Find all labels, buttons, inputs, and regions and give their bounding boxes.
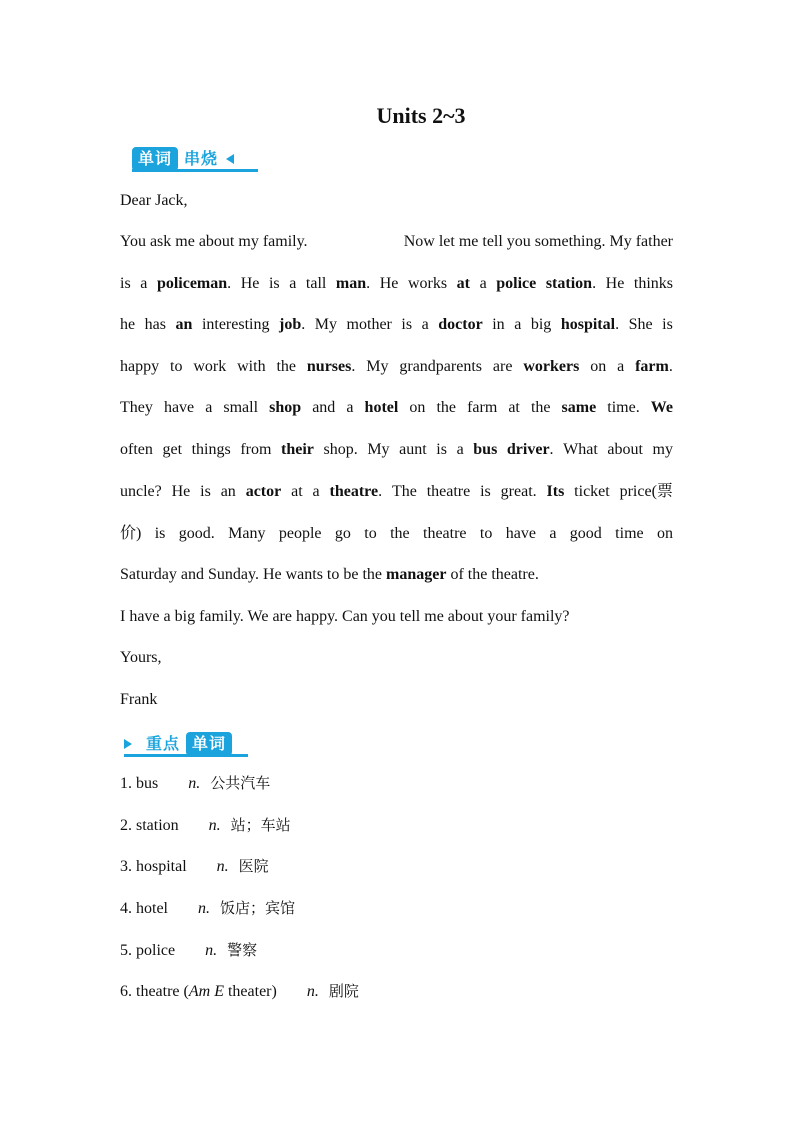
letter-line-1-b: Now let me tell you something. My father — [403, 233, 673, 250]
word: a — [479, 275, 487, 292]
word: uncle? — [120, 483, 162, 500]
word: a — [205, 399, 213, 416]
word: is — [436, 441, 447, 458]
word: at — [508, 399, 520, 416]
page-title: Units 2~3 — [376, 103, 466, 128]
vocab-item — [120, 939, 257, 961]
word: at — [291, 483, 303, 500]
word: have — [505, 525, 536, 542]
word: 价) — [120, 525, 142, 542]
word: things — [191, 441, 231, 458]
word: are — [492, 358, 513, 375]
vocab-pos: n. — [208, 817, 221, 834]
word: Its — [546, 483, 565, 500]
word: He — [605, 275, 625, 292]
letter-line-3 — [120, 314, 673, 336]
word: get — [162, 441, 183, 458]
vocab-num: 4. — [120, 900, 132, 917]
letter-line-4 — [120, 356, 673, 378]
word: shop — [269, 399, 302, 416]
word: shop. — [323, 441, 358, 458]
vocab-pos: n. — [216, 858, 229, 875]
word: in — [492, 316, 505, 333]
vocab-note-open: ( — [183, 983, 189, 1000]
word: on — [409, 399, 426, 416]
word: bus — [473, 441, 498, 458]
word: is — [268, 275, 280, 292]
word: with — [237, 358, 266, 375]
vocab-item — [120, 814, 291, 836]
vocab-num: 6. — [120, 983, 132, 1000]
vocab-item — [120, 772, 270, 794]
banner-label-part2: 串烧 — [184, 149, 219, 168]
word: police — [496, 275, 537, 292]
word: is — [480, 483, 491, 500]
vocab-num: 2. — [120, 817, 132, 834]
letter-line-1-a: You ask me about my family. — [120, 233, 308, 250]
word: job. — [279, 316, 306, 333]
word: a — [289, 275, 297, 292]
word: price(票 — [619, 483, 673, 500]
word: What — [563, 441, 598, 458]
word: big — [530, 316, 552, 333]
letter-closing: Yours, — [120, 649, 162, 666]
vocab-word: hospital — [136, 858, 187, 875]
word: a — [617, 358, 625, 375]
vocab-zh: 剧院 — [328, 982, 359, 1000]
vocab-item — [120, 980, 359, 1002]
letter-greeting: Dear Jack, — [120, 192, 188, 209]
word: from — [240, 441, 272, 458]
word: My — [366, 358, 389, 375]
word: has — [144, 316, 166, 333]
word: is — [401, 316, 413, 333]
word: a — [312, 483, 320, 500]
letter-line-8 — [120, 523, 673, 545]
word: tall — [305, 275, 327, 292]
word: my — [652, 441, 673, 458]
vocab-word: theatre — [136, 983, 180, 1000]
word: farm. — [635, 358, 673, 375]
vocab-item — [120, 897, 295, 919]
letter-line-9: Saturday and Sunday. He wants to be the manager of the theatre. — [120, 566, 539, 583]
word: is — [200, 483, 211, 500]
vocab-note-ame: Am E — [188, 983, 224, 1000]
vocab-zh: 站；车站 — [230, 816, 291, 834]
word: He — [171, 483, 191, 500]
vocab-num: 1. — [120, 775, 132, 792]
word: time — [615, 525, 644, 542]
letter-signature: Frank — [120, 691, 158, 708]
word: Many — [228, 525, 266, 542]
vocab-word: hotel — [136, 900, 168, 917]
vocab-zh: 公共汽车 — [210, 774, 271, 792]
word: a — [421, 316, 429, 333]
word: a — [549, 525, 557, 542]
word: the — [276, 358, 297, 375]
vocab-zh: 饭店；宾馆 — [220, 899, 296, 917]
word: The — [391, 483, 417, 500]
word: theatre — [426, 483, 471, 500]
word: policeman. — [156, 275, 232, 292]
word: He — [240, 275, 260, 292]
letter-line-10: I have a big family. We are happy. Can you tell me about your family? — [120, 608, 570, 625]
vocab-word: station — [136, 817, 179, 834]
word: hotel — [364, 399, 399, 416]
word: the — [530, 399, 551, 416]
vocab-pos: n. — [188, 775, 201, 792]
banner-label-part1: 单词 — [132, 147, 178, 171]
word: same — [561, 399, 597, 416]
word: hospital. — [560, 316, 620, 333]
word: to — [364, 525, 377, 542]
word: on — [656, 525, 673, 542]
vocab-item — [120, 855, 269, 877]
word: actor — [245, 483, 282, 500]
word: She — [628, 316, 653, 333]
word: a — [456, 441, 464, 458]
word: their — [281, 441, 314, 458]
word: have — [163, 399, 195, 416]
word: an — [175, 316, 193, 333]
vocab-note-word: theater) — [223, 983, 277, 1000]
banner2-label-part2: 单词 — [186, 732, 232, 756]
word: theatre. — [329, 483, 383, 500]
word: on — [590, 358, 607, 375]
word: to — [170, 358, 183, 375]
word: good — [569, 525, 602, 542]
word: the — [390, 525, 410, 542]
word: is — [154, 525, 166, 542]
word: grandparents — [399, 358, 483, 375]
word: station. — [545, 275, 597, 292]
vocab-word: bus — [136, 775, 159, 792]
word: about — [607, 441, 643, 458]
word: to — [479, 525, 493, 542]
word: nurses. — [306, 358, 356, 375]
word: great. — [500, 483, 537, 500]
word: small — [223, 399, 259, 416]
word: happy — [120, 358, 160, 375]
word: We — [650, 399, 673, 416]
letter-line-2 — [120, 273, 673, 295]
word: is — [662, 316, 673, 333]
word: My — [314, 316, 338, 333]
word: theatre — [423, 525, 467, 542]
word: is — [120, 275, 131, 292]
letter-line-6 — [120, 439, 673, 461]
triangle-left-icon — [226, 154, 234, 164]
word: he — [120, 316, 136, 333]
word: man. — [335, 275, 371, 292]
word: works — [407, 275, 448, 292]
word: a — [140, 275, 148, 292]
vocab-pos: n. — [205, 942, 218, 959]
word: interesting — [201, 316, 270, 333]
word: go — [334, 525, 351, 542]
vocab-pos: n. — [198, 900, 210, 917]
vocab-zh: 警察 — [227, 941, 258, 959]
word: time. — [607, 399, 640, 416]
vocab-zh: 医院 — [238, 857, 269, 875]
word: aunt — [399, 441, 427, 458]
word: mother — [346, 316, 392, 333]
triangle-right-icon — [124, 739, 132, 749]
letter-line-1 — [120, 231, 673, 253]
word: the — [436, 399, 456, 416]
vocab-num: 5. — [120, 942, 132, 959]
word: often — [120, 441, 153, 458]
word: ticket — [574, 483, 610, 500]
word: a — [514, 316, 522, 333]
letter-line-5 — [120, 397, 673, 419]
banner2-label-part1: 重点 — [146, 734, 181, 753]
letter-line-7 — [120, 481, 673, 503]
word: a — [346, 399, 354, 416]
word: My — [367, 441, 390, 458]
word: doctor — [438, 316, 483, 333]
vocab-num: 3. — [120, 858, 132, 875]
word: driver. — [506, 441, 554, 458]
word: farm — [467, 399, 498, 416]
vocab-word: police — [136, 942, 176, 959]
word: He — [379, 275, 399, 292]
word: They — [120, 399, 153, 416]
banner2-underline — [124, 754, 248, 757]
word: thinks — [633, 275, 673, 292]
word: work — [193, 358, 227, 375]
word: an — [220, 483, 236, 500]
word: at — [456, 275, 470, 292]
banner-underline — [132, 169, 258, 172]
word: workers — [523, 358, 580, 375]
word: people — [278, 525, 322, 542]
word: and — [312, 399, 336, 416]
vocab-pos: n. — [306, 983, 319, 1000]
word: good. — [178, 525, 215, 542]
